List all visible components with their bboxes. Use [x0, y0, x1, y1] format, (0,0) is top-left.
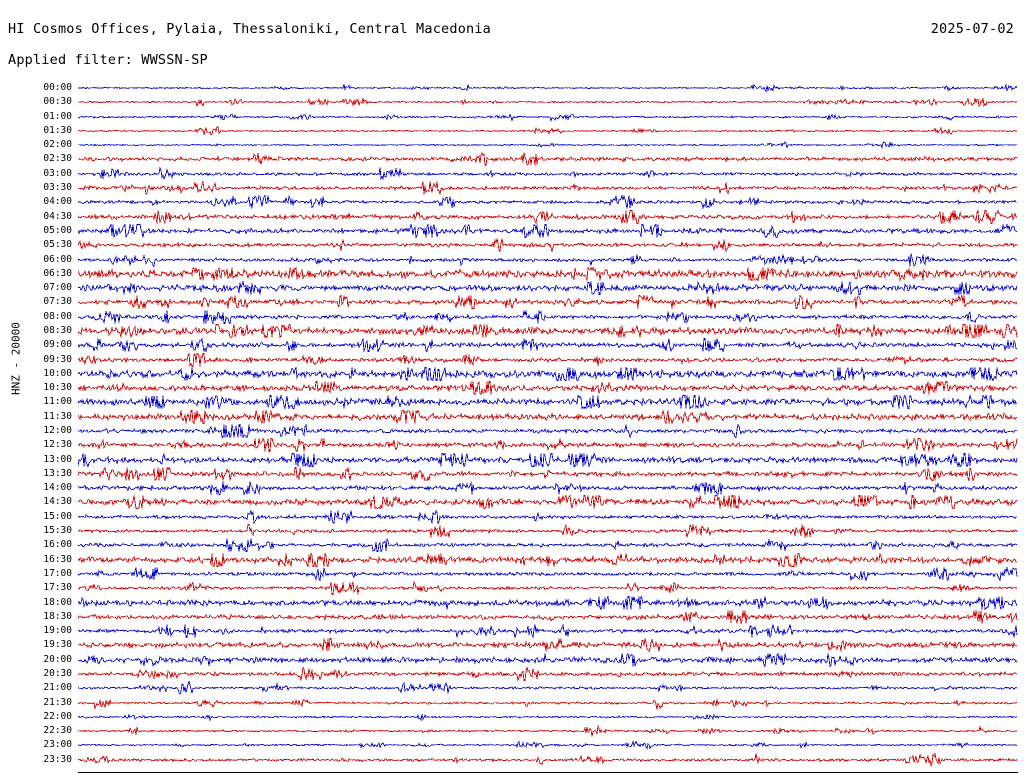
trace-row [78, 610, 1018, 624]
time-tick-label: 17:00 [43, 568, 72, 579]
trace-row [78, 295, 1018, 309]
time-tick-label: 21:30 [43, 697, 72, 708]
time-tick-label: 04:30 [43, 211, 72, 222]
time-tick-label: 05:00 [43, 225, 72, 236]
trace-row [78, 510, 1018, 524]
trace-row [78, 238, 1018, 252]
time-tick-label: 13:30 [43, 468, 72, 479]
trace-row [78, 438, 1018, 452]
date-label: 2025-07-02 [930, 21, 1014, 37]
trace-row [78, 338, 1018, 352]
time-tick-label: 21:00 [43, 682, 72, 693]
time-tick-label: 03:30 [43, 182, 72, 193]
trace-row [78, 281, 1018, 295]
time-tick-label: 16:30 [43, 554, 72, 565]
trace-row [78, 81, 1018, 95]
time-tick-label: 22:00 [43, 711, 72, 722]
trace-row [78, 567, 1018, 581]
trace-row [78, 696, 1018, 710]
trace-row [78, 167, 1018, 181]
time-tick-label: 02:00 [43, 139, 72, 150]
trace-row [78, 310, 1018, 324]
trace-row [78, 124, 1018, 138]
time-tick-label: 19:30 [43, 639, 72, 650]
trace-row [78, 138, 1018, 152]
time-tick-label: 14:30 [43, 496, 72, 507]
trace-row [78, 195, 1018, 209]
trace-row [78, 738, 1018, 752]
time-tick-label: 15:00 [43, 511, 72, 522]
trace-row [78, 524, 1018, 538]
trace-row [78, 324, 1018, 338]
trace-row [78, 753, 1018, 767]
page-title: HI Cosmos Offices, Pylaia, Thessaloniki, Central Macedonia [8, 21, 492, 37]
time-tick-label: 04:00 [43, 196, 72, 207]
time-tick-label: 09:30 [43, 354, 72, 365]
time-tick-label: 00:30 [43, 96, 72, 107]
filter-label: Applied filter: WWSSN-SP [8, 52, 208, 68]
time-tick-label: 08:00 [43, 311, 72, 322]
time-tick-label: 18:00 [43, 597, 72, 608]
time-tick-label: 23:30 [43, 754, 72, 765]
time-tick-label: 03:00 [43, 168, 72, 179]
time-tick-label: 15:30 [43, 525, 72, 536]
time-tick-label: 20:00 [43, 654, 72, 665]
time-tick-label: 10:00 [43, 368, 72, 379]
chart-header [0, 0, 1024, 74]
trace-row [78, 596, 1018, 610]
time-tick-label: 06:30 [43, 268, 72, 279]
trace-row [78, 267, 1018, 281]
trace-row [78, 367, 1018, 381]
time-tick-label: 01:30 [43, 125, 72, 136]
trace-row [78, 253, 1018, 267]
time-tick-label: 08:30 [43, 325, 72, 336]
trace-row [78, 424, 1018, 438]
time-tick-label: 19:00 [43, 625, 72, 636]
trace-row [78, 410, 1018, 424]
trace-row [78, 95, 1018, 109]
time-tick-label: 14:00 [43, 482, 72, 493]
trace-row [78, 495, 1018, 509]
time-tick-label: 17:30 [43, 582, 72, 593]
time-tick-label: 11:30 [43, 411, 72, 422]
time-tick-label: 13:00 [43, 454, 72, 465]
trace-row [78, 467, 1018, 481]
plot-bottom-border [78, 772, 1018, 773]
trace-row [78, 381, 1018, 395]
time-tick-label: 06:00 [43, 254, 72, 265]
trace-row [78, 681, 1018, 695]
trace-row [78, 667, 1018, 681]
trace-row [78, 152, 1018, 166]
time-tick-label: 00:00 [43, 82, 72, 93]
trace-row [78, 110, 1018, 124]
time-tick-label: 09:00 [43, 339, 72, 350]
time-tick-label: 18:30 [43, 611, 72, 622]
seismogram-plot-area [78, 84, 1018, 770]
time-tick-column [0, 84, 76, 774]
trace-row [78, 224, 1018, 238]
trace-row [78, 581, 1018, 595]
trace-row [78, 710, 1018, 724]
time-tick-label: 16:00 [43, 539, 72, 550]
time-tick-label: 02:30 [43, 153, 72, 164]
trace-row [78, 481, 1018, 495]
time-tick-label: 10:30 [43, 382, 72, 393]
trace-row [78, 181, 1018, 195]
trace-row [78, 538, 1018, 552]
time-tick-label: 22:30 [43, 725, 72, 736]
trace-row [78, 653, 1018, 667]
time-tick-label: 23:00 [43, 739, 72, 750]
trace-row [78, 210, 1018, 224]
time-tick-label: 07:00 [43, 282, 72, 293]
y-axis-label: HNZ - 20000 [9, 322, 23, 395]
trace-row [78, 553, 1018, 567]
trace-row [78, 353, 1018, 367]
time-tick-label: 20:30 [43, 668, 72, 679]
time-tick-label: 07:30 [43, 296, 72, 307]
time-tick-label: 05:30 [43, 239, 72, 250]
trace-row [78, 453, 1018, 467]
trace-row [78, 624, 1018, 638]
time-tick-label: 12:00 [43, 425, 72, 436]
time-tick-label: 01:00 [43, 111, 72, 122]
trace-row [78, 395, 1018, 409]
trace-row [78, 724, 1018, 738]
time-tick-label: 12:30 [43, 439, 72, 450]
trace-row [78, 638, 1018, 652]
time-tick-label: 11:00 [43, 396, 72, 407]
